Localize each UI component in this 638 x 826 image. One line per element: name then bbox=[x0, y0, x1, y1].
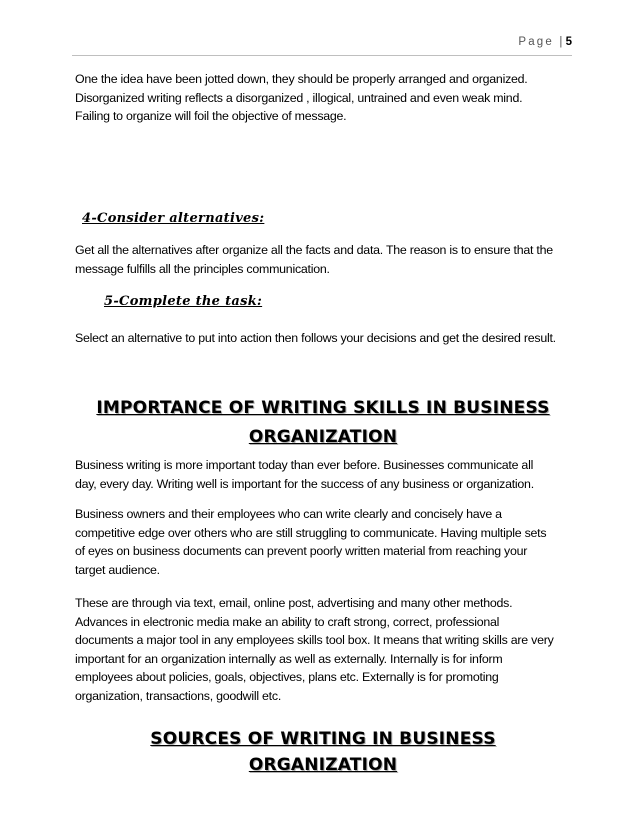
paragraph-competitive-edge bbox=[75, 505, 571, 579]
paragraph-importance bbox=[75, 456, 571, 493]
heading-line: ORGANIZATION bbox=[248, 427, 398, 447]
text-line: organization, transactions, goodwill etc. bbox=[75, 688, 282, 703]
paragraph-alternatives bbox=[75, 241, 571, 278]
text-line: Business owners and their employees who can write clearly and concisely have a bbox=[75, 507, 502, 521]
text-line: competitive edge over others who are still struggling to communicate. Having multiple sets bbox=[75, 525, 547, 540]
paragraph-organize bbox=[75, 70, 571, 126]
text-line: Failing to organize will foil the objective of message. bbox=[75, 109, 347, 124]
heading-complete-task: 5-Complete the task: bbox=[104, 294, 263, 309]
text-line: These are through via text, email, online post, advertising and many other methods. bbox=[75, 596, 513, 610]
text-line: One the idea have been jotted down, they should be properly arranged and organized. bbox=[75, 72, 528, 86]
text-line: target audience. bbox=[75, 562, 160, 577]
header-rule bbox=[72, 55, 572, 56]
text-line: documents a major tool in any employees skills tool box. It means that writing skills are very bbox=[75, 633, 554, 648]
text-line: of eyes on business documents can prevent poorly written material from reaching your bbox=[75, 544, 528, 559]
page-label: Page | bbox=[518, 36, 565, 48]
heading-line: IMPORTANCE OF WRITING SKILLS IN BUSINESS bbox=[96, 398, 550, 418]
text-line: important for an organization internally as well as externally. Internally is for inform bbox=[75, 651, 503, 666]
text-line: Get all the alternatives after organize all the facts and data. The reason is to ensure that the bbox=[75, 243, 553, 257]
text-line: Disorganized writing reflects a disorganized , illogical, untrained and even weak mind. bbox=[75, 90, 523, 105]
paragraph-methods bbox=[75, 594, 571, 706]
page-header bbox=[518, 36, 572, 48]
text-line: day, every day. Writing well is important for the success of any business or organization. bbox=[75, 476, 534, 491]
text-line: message fulfills all the principles communication. bbox=[75, 261, 330, 276]
heading-importance bbox=[75, 394, 571, 452]
heading-sources: SOURCES OF WRITING IN BUSINESS ORGANIZATION bbox=[150, 729, 496, 775]
text-line: Advances in electronic media make an ability to craft strong, correct, professional bbox=[75, 614, 500, 629]
text-line: employees about policies, goals, objectives, plans etc. Externally is for promoting bbox=[75, 670, 499, 685]
text-line: Select an alternative to put into action then follows your decisions and get the desired result. bbox=[75, 331, 556, 345]
paragraph-complete-task bbox=[75, 329, 571, 348]
text-line: Business writing is more important today than ever before. Businesses communicate all bbox=[75, 458, 534, 472]
heading-consider-alternatives: 4-Consider alternatives: bbox=[82, 211, 265, 226]
page-number: 5 bbox=[565, 36, 572, 48]
